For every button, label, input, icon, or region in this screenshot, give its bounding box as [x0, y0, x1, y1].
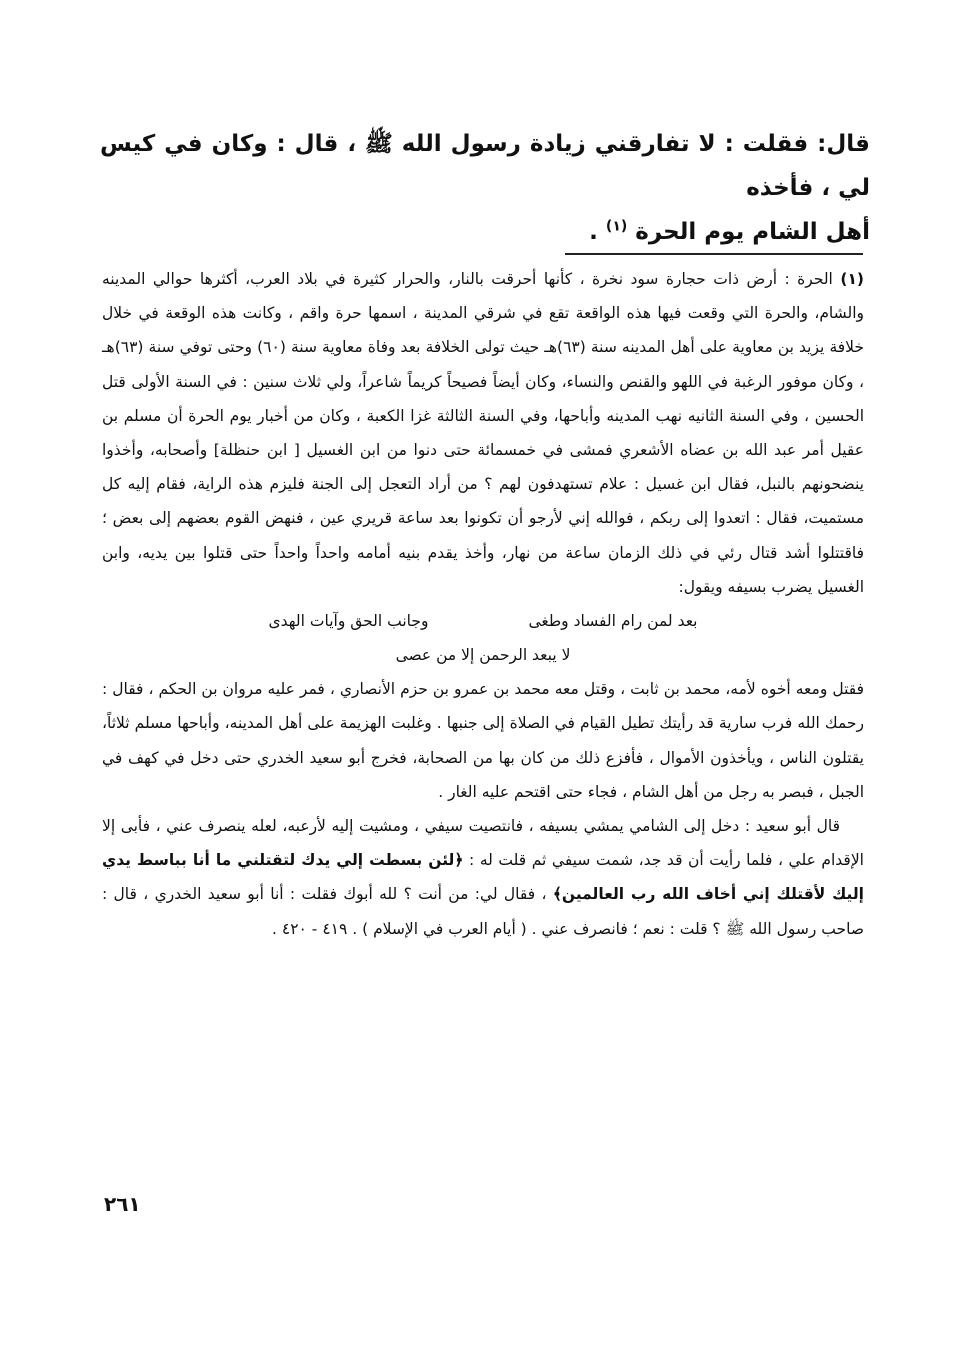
main-line-2	[100, 210, 870, 254]
poem-line-2-text: لا يبعد الرحمن إلا من عصى	[395, 646, 571, 665]
quran-verse: ﴿لئن بسطت إلي يدك لتقتلني ما أنا بباسط يدي إليك لأقتلك إني أخاف الله رب العالمين﴾	[102, 851, 864, 904]
footnote	[102, 262, 864, 946]
footnote-paragraph-3-end: ، فقال لي: من أنت ؟ لله أبوك فقلت : أنا أبو سعيد الخدري ، قال : صاحب رسول الله ﷺ ؟ قلت : نعم ؛ فانصرف عني . ( أيام العرب في الإسلام ) . ٤١٩ - ٤٢٠ .	[102, 885, 864, 938]
main-line-1	[100, 122, 870, 210]
main-line-1-text: قال: فقلت : لا تفارقني زيادة رسول الله ﷺ ، قال : وكان في كيس لي ، فأخذه	[100, 131, 870, 201]
footnote-paragraph-2-text: فقتل ومعه أخوه لأمه، محمد بن ثابت ، وقتل معه محمد بن عمرو بن حزم الأنصاري ، فمر عليه مروان بن الحكم ، فقال : رحمك الله فرب سارية قد رأيتك تطيل القيام في الصلاة إلى جنبها . وغلبت الهزيمة على أهل المدينه، وأباحها مسلم ثلاثاً، يقتلون الناس ، ويأخذون الأموال ، فأفزع ذلك من كان بها من الصحابة، فخرج أبو سعيد الخدري حتى دخل في كهف في الجبل ، فبصر به رجل من أهل الشام ، فجاء حتى اقتحم عليه الغار .	[102, 680, 864, 801]
footnote-paragraph-3	[102, 809, 864, 946]
poem-verse-1	[102, 604, 864, 638]
footnote-paragraph-3-start: قال أبو سعيد : دخل إلى الشامي يمشي بسيفه ، فانتصيت سيفي ، ومشيت إليه لأرعبه، لعله ينصرف عني ، فأبى إلا الإقدام علي ، فلما رأيت أن قد جد، شمت سيفي ثم قلت له :	[102, 817, 864, 870]
poem-second-hemistich: وجانب الحق وآيات الهدى	[268, 612, 429, 631]
main-line-2-text: أهل الشام يوم الحرة	[635, 219, 870, 245]
main-line-2-end: .	[589, 219, 598, 245]
footnote-marker: (١)	[840, 270, 864, 288]
page-number: ٢٦١	[104, 1192, 141, 1216]
poem-verse-2	[102, 638, 864, 672]
poem-first-hemistich: بعد لمن رام الفساد وطغى	[528, 612, 698, 631]
footnote-separator	[565, 253, 863, 255]
footnote-paragraph-2	[102, 672, 864, 809]
footnote-paragraph-1	[102, 262, 864, 604]
footnote-reference[interactable]: (١)	[605, 218, 628, 235]
footnote-paragraph-1-text: الحرة : أرض ذات حجارة سود نخرة ، كأنها أحرقت بالنار، والحرار كثيرة في بلاد العرب، أكثرها حوالي المدينه والشام، والحرة التي وقعت فيها هذه الواقعة تقع في شرقي المدينة ، اسمها حرة واقم ، وكانت هذه الوقعة في خلال خلافة يزيد بن معاوية على أهل المدينه سنة (٦٣)هـ حيث تولى الخلافة بعد وفاة معاوية سنة (٦٠) وحتى توفي سنة (٦٣)هـ ، وكان موفور الرغبة في اللهو والقنص والنساء، وكان أيضاً فصيحاً كريماً شاعراً، ولي ثلاث سنين : في السنة الأولى قتل الحسين ، وفي السنة الثانيه نهب المدينه وأباحها، وفي السنة الثالثة غزا الكعبة ، وكان من أخبار يوم الحرة أن مسلم بن عقيل أمر عبد الله بن عضاه الأشعري فمشى في خمسمائة حتى دنوا من ابن الغسيل [ ابن حنظلة] وأصحابه، وأخذوا ينضحونهم بالنبل، فقال ابن غسيل : علام تستهدفون لهم ؟ من أراد التعجل إلى الجنة فليزم هذه الراية، فقام إليه كل مستميت، فقال : اتعدوا إلى ربكم ، فوالله إني لأرجو أن تكونوا بعد ساعة قريري عين ، فنهض القوم بعضهم إلى بعض ؛ فاقتتلوا أشد قتال رئي في ذلك الزمان ساعة من نهار، وأخذ يقدم بنيه أمامه واحداً واحداً حتى قتلوا بين يديه، وابن الغسيل يضرب بسيفه ويقول:	[102, 270, 864, 596]
main-text	[100, 122, 870, 254]
